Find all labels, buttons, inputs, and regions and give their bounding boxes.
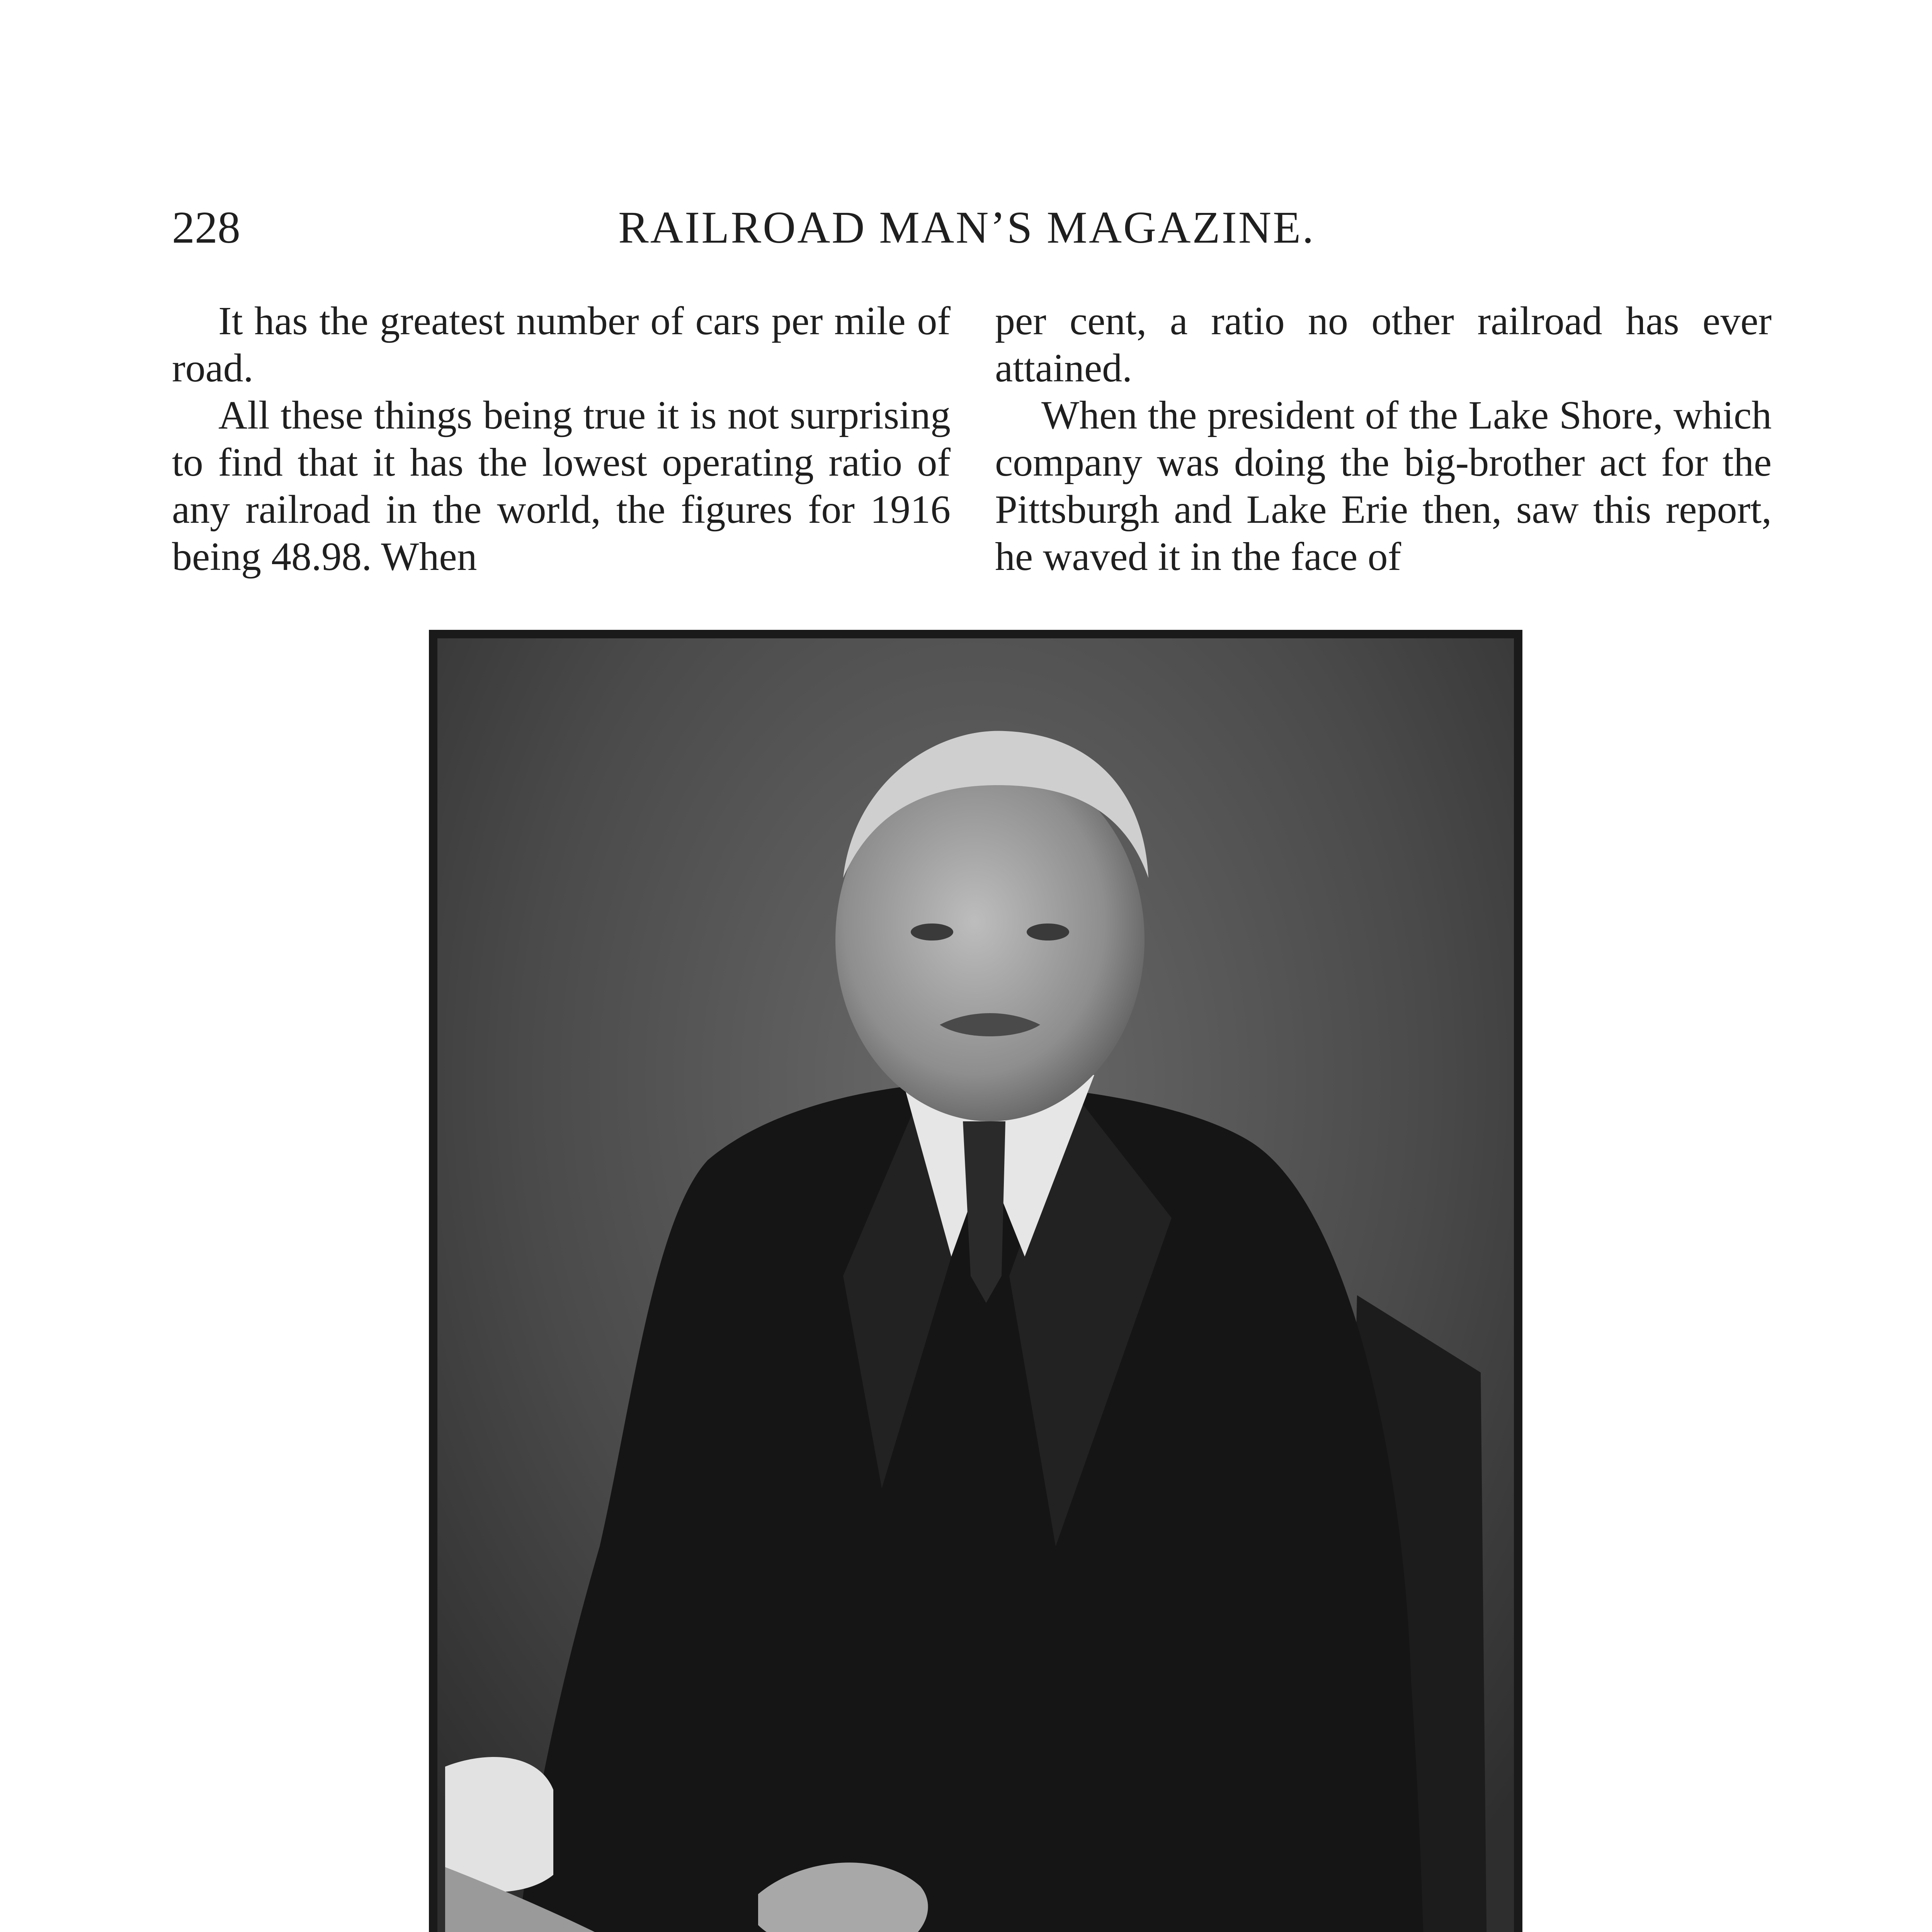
portrait-photo xyxy=(429,630,1522,1932)
paragraph: per cent, a ratio no other railroad has ever attained. xyxy=(995,299,1772,390)
paragraph: When the president of the Lake Shore, which company was doing the big-brother act for the Pittsburgh and Lake Erie then, saw this report, he waved it in the face of xyxy=(995,393,1772,579)
column-top-left xyxy=(172,298,951,580)
running-head: RAILROAD MAN’S MAGAZINE. xyxy=(618,202,1315,253)
paragraph: All these things being true it is not surprising to find that it has the lowest operating ratio of any railroad in the world, the figures for 1916 being 48.98. When xyxy=(172,393,951,579)
portrait-illustration xyxy=(437,638,1514,1932)
paragraph: It has the greatest number of cars per mile of road. xyxy=(172,299,951,390)
page-number: 228 xyxy=(172,202,240,253)
column-top-right xyxy=(995,298,1772,580)
